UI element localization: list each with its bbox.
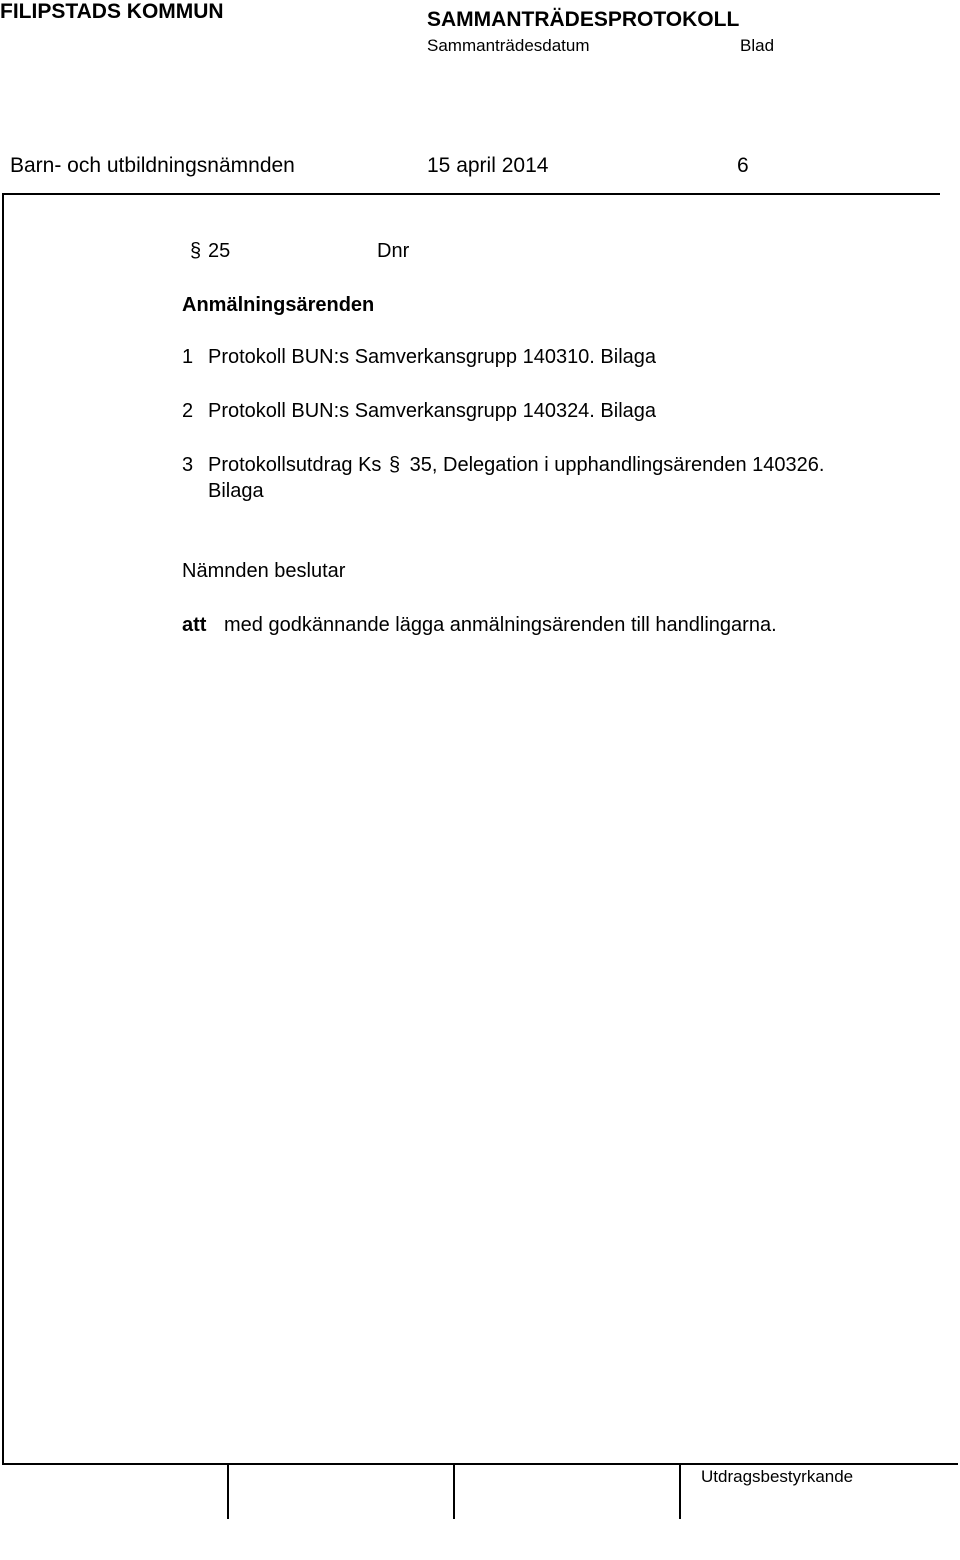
signature-box-divider: [453, 1463, 455, 1519]
item-number: 3: [182, 454, 194, 476]
extract-certification-label: Utdragsbestyrkande: [701, 1467, 854, 1486]
top-rule: [2, 193, 940, 195]
date-label: Sammanträdesdatum: [427, 36, 590, 55]
org-name: FILIPSTADS KOMMUN: [0, 0, 224, 23]
item-text-part: 35, Delegation i upphandlingsärenden 140326.: [409, 454, 825, 476]
committee-name: Barn- och utbildningsnämnden: [10, 154, 295, 177]
section-title: Anmälningsärenden: [182, 294, 375, 316]
signature-box-divider: [227, 1463, 229, 1519]
meeting-date: 15 april 2014: [427, 154, 549, 177]
left-rule: [2, 193, 4, 1465]
item-number: 2: [182, 400, 194, 422]
section-number: 25: [208, 240, 231, 262]
dnr-label: Dnr: [377, 240, 410, 262]
decision-att: att: [182, 614, 207, 636]
page-number: 6: [737, 154, 749, 177]
page-label: Blad: [740, 36, 775, 55]
paragraph-sign: §: [388, 454, 401, 476]
decision-intro: Nämnden beslutar: [182, 560, 346, 582]
paragraph-sign: §: [190, 240, 202, 262]
item-text: Protokoll BUN:s Samverkansgrupp 140310. Bilaga: [208, 346, 657, 368]
item-text: Protokoll BUN:s Samverkansgrupp 140324. Bilaga: [208, 400, 657, 422]
item-number: 1: [182, 346, 194, 368]
doc-type: SAMMANTRÄDESPROTOKOLL: [427, 8, 740, 31]
item-text-continuation: Bilaga: [208, 480, 264, 502]
signature-box-divider: [679, 1463, 681, 1519]
decision-text: med godkännande lägga anmälningsärenden till handlingarna.: [224, 614, 777, 636]
item-text: [208, 454, 824, 477]
footer-rule: [2, 1463, 958, 1465]
item-text-part: Protokollsutdrag Ks: [208, 454, 382, 476]
